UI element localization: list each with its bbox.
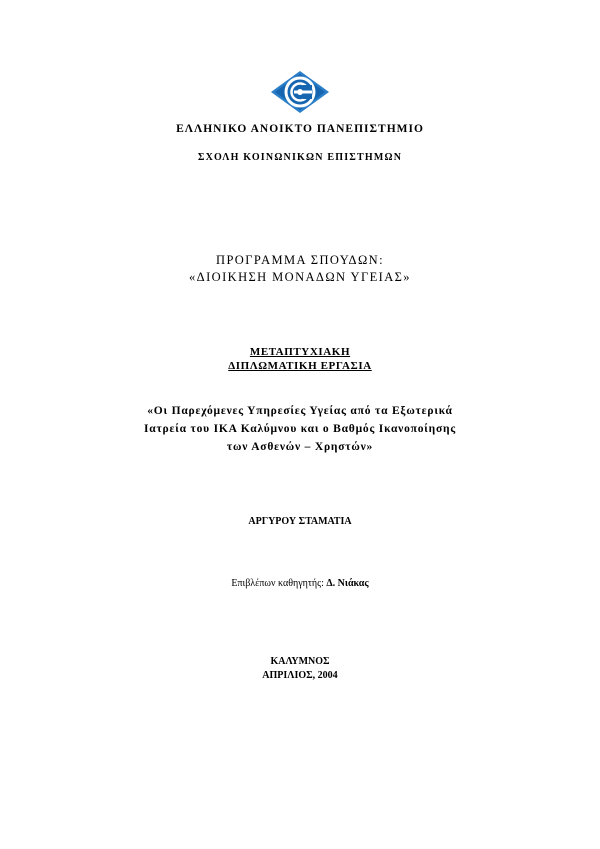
supervisor-line <box>0 578 600 589</box>
thesis-type-line-2: ΔΙΠΛΩΜΑΤΙΚΗ ΕΡΓΑΣΙΑ <box>228 360 372 372</box>
thesis-title-line-2: Ιατρεία του ΙΚΑ Καλύμνου και ο Βαθμός Ικανοποίησης <box>143 423 457 435</box>
thesis-title-line-3: των Ασθενών – Χρηστών» <box>226 441 374 453</box>
city: ΚΑΛΥΜΝΟΣ <box>270 656 330 667</box>
author-name: ΑΡΓΥΡΟΥ ΣΤΑΜΑΤΙΑ <box>248 516 352 527</box>
thesis-type-line-1: ΜΕΤΑΠΤΥΧΙΑΚΗ <box>249 346 351 358</box>
supervisor-label: Επιβλέπων καθηγητής: <box>231 578 324 589</box>
school-name: ΣΧΟΛΗ ΚΟΙΝΩΝΙΚΩΝ ΕΠΙΣΤΗΜΩΝ <box>197 152 403 163</box>
thesis-title-line-1: «Οι Παρεχόμενες Υπηρεσίες Υγείας από τα Εξωτερικά <box>147 405 453 417</box>
date: ΑΠΡΙΛΙΟΣ, 2004 <box>262 670 338 681</box>
program-label: ΠΡΟΓΡΑΜΜΑ ΣΠΟΥΔΩΝ: <box>216 253 384 267</box>
program-name: «ΔΙΟΙΚΗΣΗ ΜΟΝΑΔΩΝ ΥΓΕΙΑΣ» <box>189 270 411 284</box>
university-name: ΕΛΛΗΝΙΚΟ ΑΝΟΙΚΤΟ ΠΑΝΕΠΙΣΤΗΜΙΟ <box>176 123 424 135</box>
supervisor-name: Δ. Νιάκας <box>326 578 369 589</box>
university-logo-icon <box>270 70 330 114</box>
